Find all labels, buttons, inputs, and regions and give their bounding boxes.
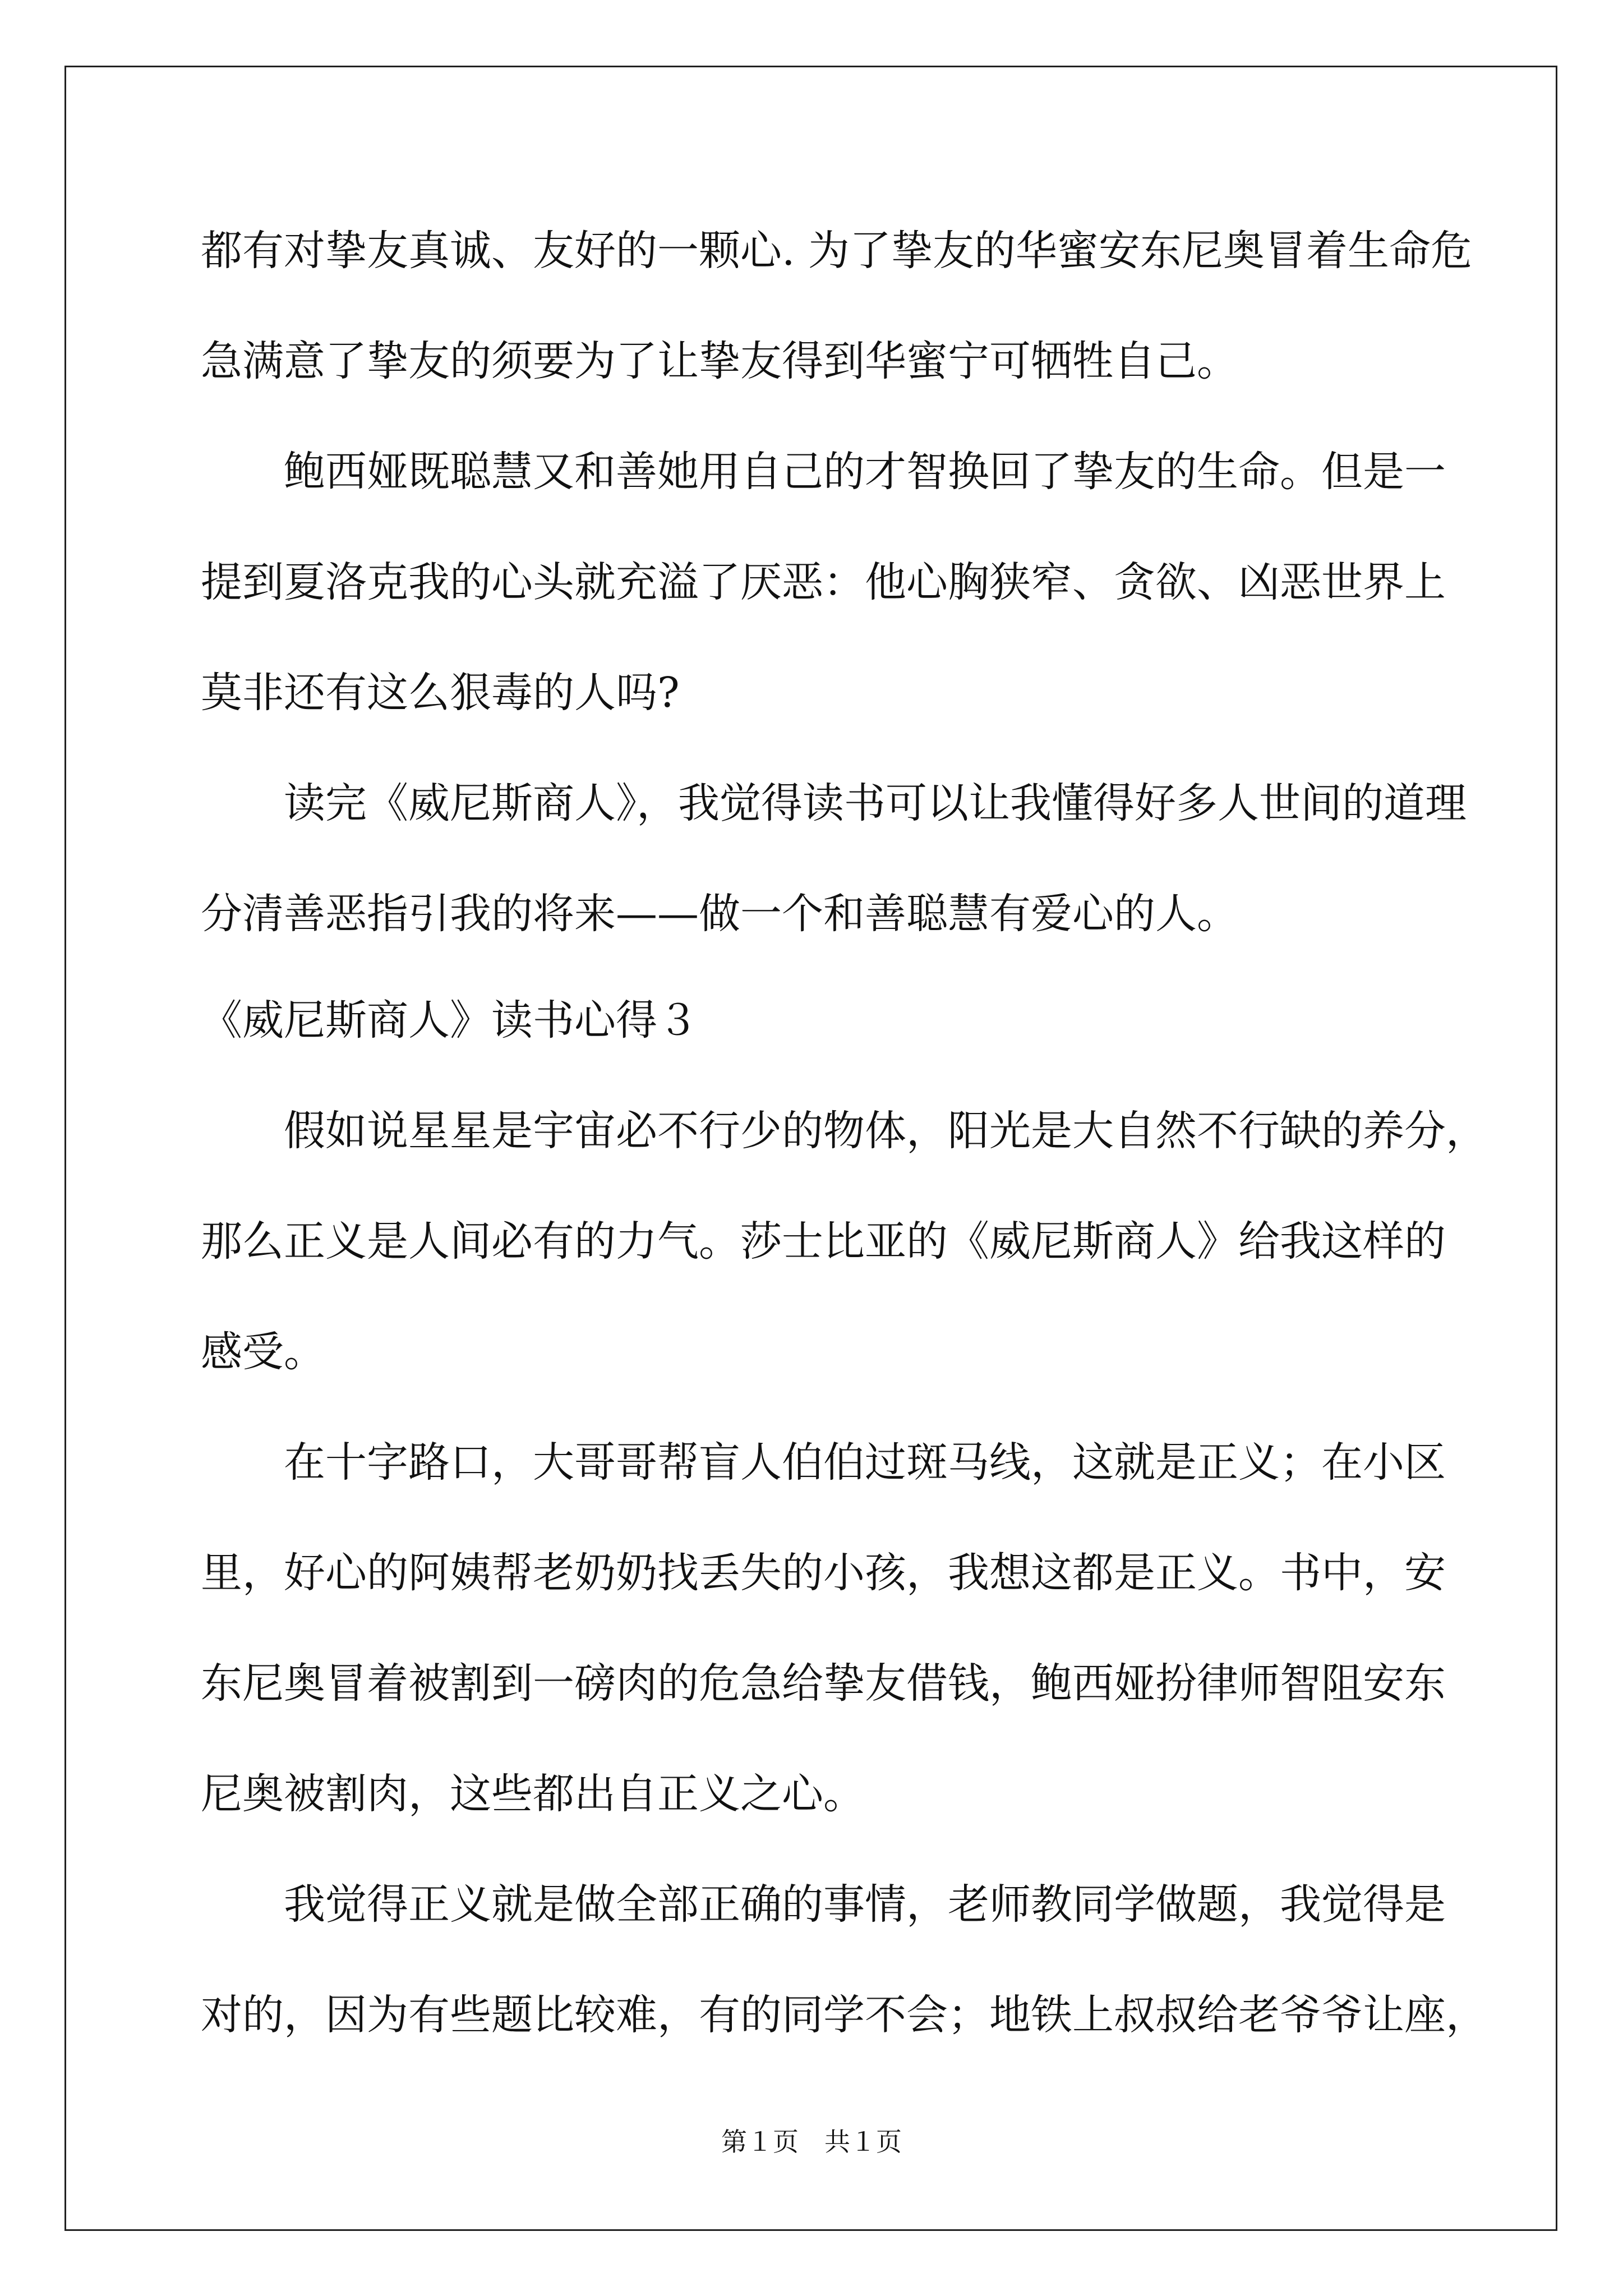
page-footer: 第１页 共１页 bbox=[721, 2127, 902, 2157]
text-line: 里，好心的阿姨帮老奶奶找丢失的小孩，我想这都是正义。书中，安 bbox=[201, 1549, 1446, 1597]
text-line: 感受。 bbox=[201, 1328, 325, 1376]
text-line: 东尼奥冒着被割到一磅肉的危急给挚友借钱，鲍西娅扮律师智阻安东 bbox=[201, 1659, 1446, 1708]
text-line: 读完《威尼斯商人》，我觉得读书可以让我懂得好多人世间的道理 bbox=[201, 779, 1467, 827]
text-line: 都有对挚友真诚、友好的一颗心. 为了挚友的华蜜安东尼奥冒着生命危 bbox=[201, 227, 1473, 275]
text-line: 我觉得正义就是做全部正确的事情，老师教同学做题，我觉得是 bbox=[201, 1880, 1446, 1929]
text-line: 假如说星星是宇宙必不行少的物体，阳光是大自然不行缺的养分， bbox=[201, 1107, 1487, 1155]
text-line: 鲍西娅既聪慧又和善她用自己的才智换回了挚友的生命。但是一 bbox=[201, 448, 1446, 496]
text-line: 尼奥被割肉，这些都出自正义之心。 bbox=[201, 1770, 865, 1818]
text-line: 分清善恶指引我的将来——做一个和善聪慧有爱心的人。 bbox=[201, 890, 1238, 938]
text-line: 提到夏洛克我的心头就充溢了厌恶：他心胸狭窄、贪欲、凶恶世界上 bbox=[201, 558, 1446, 606]
section-heading: 《威尼斯商人》读书心得３ bbox=[201, 996, 699, 1045]
text-line: 那么正义是人间必有的力气。莎士比亚的《威尼斯商人》给我这样的 bbox=[201, 1217, 1446, 1266]
text-line: 急满意了挚友的须要为了让挚友得到华蜜宁可牺牲自己。 bbox=[201, 337, 1238, 385]
text-line: 在十字路口，大哥哥帮盲人伯伯过斑马线，这就是正义；在小区 bbox=[201, 1438, 1446, 1487]
text-line: 莫非还有这么狠毒的人吗? bbox=[201, 669, 680, 717]
text-line: 对的，因为有些题比较难，有的同学不会；地铁上叔叔给老爷爷让座， bbox=[201, 1991, 1487, 2039]
